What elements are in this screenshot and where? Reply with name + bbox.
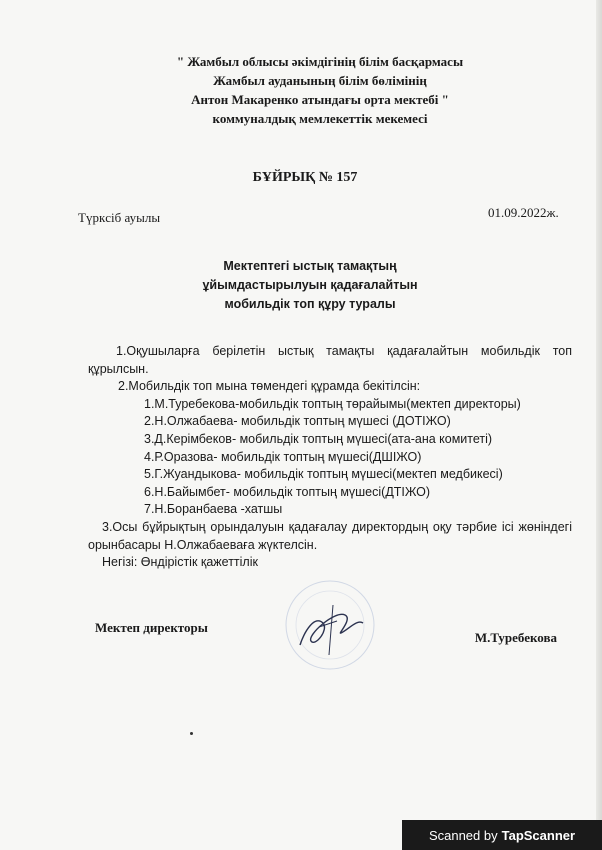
- paragraph-1: 1.Оқушыларға берілетін ыстық тамақты қадағалайтын мобильдік топ құрылсын.: [88, 344, 572, 376]
- member-item: 1.М.Туребекова-мобильдік топтың төрайымы(мектеп директоры): [144, 396, 521, 411]
- header-line: Жамбыл ауданының білім бөлімінің: [213, 73, 427, 88]
- scan-edge: [596, 0, 602, 850]
- organization-header: [150, 52, 490, 128]
- member-item: 5.Г.Жуандыкова- мобильдік топтың мүшесі(мектеп медбикесі): [144, 467, 503, 482]
- speck: [190, 732, 193, 735]
- order-date: 01.09.2022ж.: [488, 205, 559, 220]
- scanner-watermark: [402, 820, 602, 850]
- member-item: 7.Н.Боранбаева -хатшы: [144, 502, 283, 517]
- member-item: 6.Н.Байымбет- мобильдік топтың мүшесі(ДТІЖО): [144, 484, 431, 499]
- members-list: [88, 396, 572, 519]
- header-line: " Жамбыл облысы әкімдігінің білім басқармасы: [176, 54, 464, 69]
- member-item: 2.Н.Олжабаева- мобильдік топтың мүшесі (ДОТІЖО): [144, 414, 451, 429]
- subject-line: Мектептегі ыстық тамақтың: [223, 259, 397, 273]
- signature-block: [95, 620, 565, 700]
- order-title: БҰЙРЫҚ № 157: [252, 170, 358, 185]
- subject-line: ұйымдастырылуын қадағалайтын: [202, 278, 418, 292]
- order-basis: Негізі: Өндірістік қажеттілік: [102, 555, 258, 570]
- header-line: Антон Макаренко атындағы орта мектебі ": [191, 92, 449, 107]
- order-body: [88, 343, 572, 572]
- subject-line: мобильдік топ құру туралы: [224, 297, 396, 311]
- member-item: 4.Р.Оразова- мобильдік топтың мүшесі(ДШІЖО): [144, 449, 422, 464]
- signer-name: М.Туребекова: [474, 630, 557, 645]
- watermark-prefix: Scanned by: [428, 827, 498, 843]
- watermark-brand: TapScanner: [501, 827, 576, 843]
- signer-position: Мектеп директоры: [95, 620, 208, 635]
- paragraph-2: 2.Мобильдік топ мына төмендегі құрамда бекітілсін:: [118, 379, 421, 394]
- member-item: 3.Д.Керімбеков- мобильдік топтың мүшесі(ата-ана комитеті): [144, 431, 493, 446]
- order-place: Түркcіб ауылы: [78, 210, 161, 225]
- paragraph-3: 3.Осы бұйрықтың орындалуын қадағалау директордың оқу тәрбие ісі жөніндегі орынбасары Н.Олжабаеваға жүктелсін.: [88, 519, 572, 552]
- header-line: коммуналдық мемлекеттік мекемесі: [212, 111, 428, 126]
- order-subject: [170, 257, 450, 314]
- signature-stamp-icon: [245, 575, 405, 685]
